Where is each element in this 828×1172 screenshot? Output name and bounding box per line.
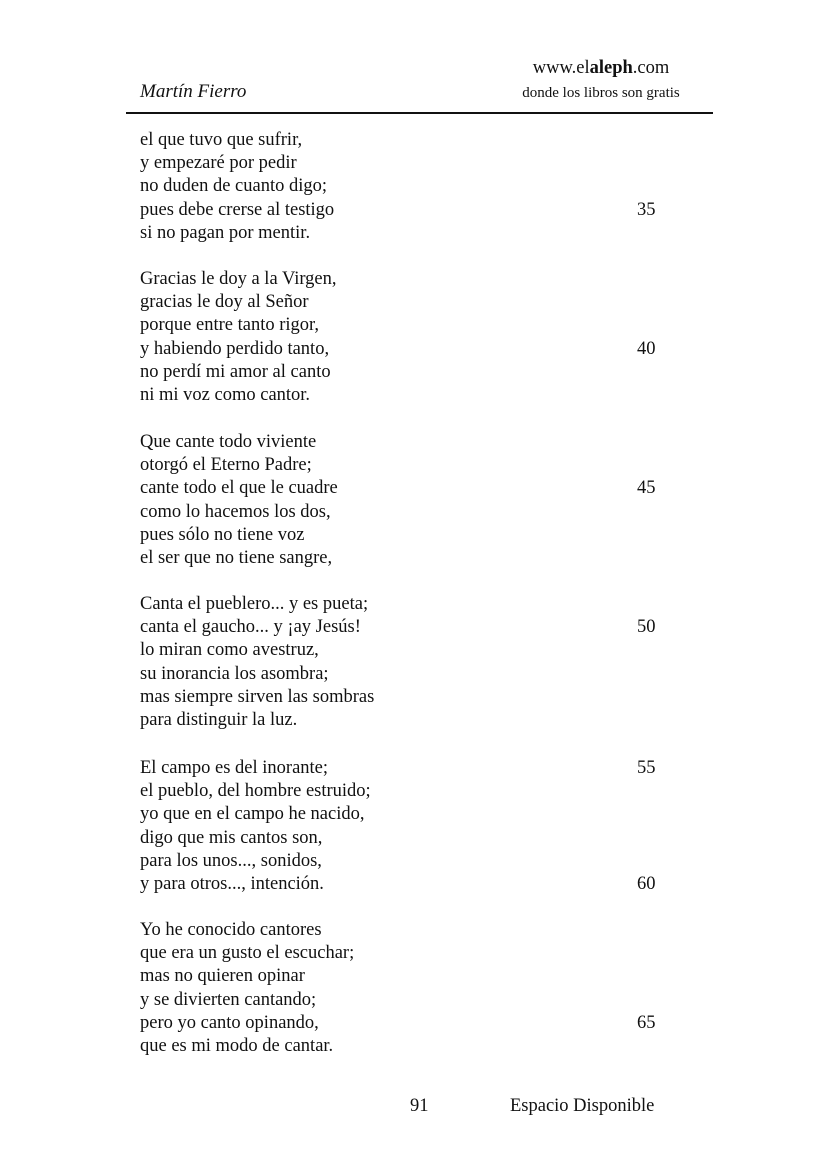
- verse-line: [140, 291, 680, 314]
- verse-line: [140, 1012, 680, 1035]
- verse-line: [140, 454, 680, 477]
- verse-text: su inorancia los asombra;: [140, 663, 329, 684]
- verse-text: Que cante todo viviente: [140, 432, 317, 452]
- verse-text: mas no quieren opinar: [140, 966, 305, 987]
- verse-text: gracias le doy al Señor: [140, 292, 309, 313]
- verse-text: yo que en el campo he nacido,: [140, 804, 365, 825]
- verse-text: lo miran como avestruz,: [140, 640, 319, 661]
- verse-line: [140, 803, 680, 826]
- site-header: [500, 57, 702, 103]
- verse-text: el ser que no tiene sangre,: [140, 547, 333, 568]
- verse-line: [140, 501, 680, 524]
- line-number: 50: [637, 617, 656, 638]
- stanza: [140, 757, 680, 896]
- verse-text: para distinguir la luz.: [140, 709, 298, 730]
- stanza: [140, 268, 680, 407]
- page-number: 91: [410, 1096, 429, 1116]
- verse-text: pero yo canto opinando,: [140, 1012, 319, 1033]
- verse-text: que es mi modo de cantar.: [140, 1035, 334, 1056]
- verse-line: [140, 850, 680, 873]
- verse-line: [140, 431, 680, 454]
- verse-line: [140, 757, 680, 780]
- verse-line: [140, 547, 680, 570]
- verse-line: [140, 384, 680, 407]
- verse-line: [140, 477, 680, 500]
- verse-text: Gracias le doy a la Virgen,: [140, 269, 337, 289]
- verse-line: [140, 593, 680, 616]
- verse-line: [140, 616, 680, 639]
- site-url-bold: aleph: [589, 58, 633, 78]
- verse-line: [140, 873, 680, 896]
- stanza: [140, 431, 680, 570]
- verse-line: [140, 780, 680, 803]
- verse-text: mas siempre sirven las sombras: [140, 686, 375, 707]
- verse-text: que era un gusto el escuchar;: [140, 943, 355, 964]
- verse-text: porque entre tanto rigor,: [140, 315, 320, 336]
- verse-line: [140, 338, 680, 361]
- verse-text: ni mi voz como cantor.: [140, 384, 311, 405]
- verse-line: [140, 129, 680, 152]
- footer-label: Espacio Disponible: [510, 1096, 655, 1116]
- verse-text: no duden de cuanto digo;: [140, 176, 328, 197]
- verse-line: [140, 199, 680, 222]
- verse-text: canta el gaucho... y ¡ay Jesús!: [140, 617, 361, 638]
- verse-line: [140, 175, 680, 198]
- verse-text: y se divierten cantando;: [140, 989, 317, 1010]
- stanza: [140, 593, 680, 732]
- verse-text: y empezaré por pedir: [140, 153, 297, 174]
- verse-text: pues debe crerse al testigo: [140, 199, 335, 220]
- verse-line: [140, 268, 680, 291]
- verse-line: [140, 709, 680, 732]
- site-url-suffix: .com: [632, 58, 670, 78]
- header-divider: [126, 112, 713, 114]
- line-number: 65: [637, 1012, 656, 1033]
- verse-text: digo que mis cantos son,: [140, 827, 323, 848]
- line-number: 35: [637, 199, 656, 220]
- line-number: 60: [637, 873, 656, 894]
- verse-line: [140, 524, 680, 547]
- verse-line: [140, 314, 680, 337]
- verse-text: el que tuvo que sufrir,: [140, 130, 303, 150]
- verse-line: [140, 152, 680, 175]
- verse-line: [140, 222, 680, 245]
- site-url[interactable]: [500, 57, 702, 79]
- book-title: Martín Fierro: [140, 81, 247, 102]
- stanza: [140, 129, 680, 245]
- verse-line: [140, 919, 680, 942]
- verse-text: y habiendo perdido tanto,: [140, 338, 330, 359]
- line-number: 45: [637, 478, 656, 499]
- verse-text: y para otros..., intención.: [140, 873, 324, 894]
- verse-line: [140, 989, 680, 1012]
- verse-text: El campo es del inorante;: [140, 758, 329, 778]
- site-url-prefix: www.el: [532, 58, 590, 78]
- site-tagline: donde los libros son gratis: [522, 85, 680, 101]
- verse-text: no perdí mi amor al canto: [140, 361, 331, 382]
- verse-text: para los unos..., sonidos,: [140, 850, 322, 871]
- verse-line: [140, 663, 680, 686]
- verse-line: [140, 686, 680, 709]
- verse-text: si no pagan por mentir.: [140, 222, 311, 243]
- verse-line: [140, 827, 680, 850]
- verse-text: Yo he conocido cantores: [140, 920, 322, 940]
- verse-line: [140, 361, 680, 384]
- stanza: [140, 919, 680, 1058]
- verse-line: [140, 1035, 680, 1058]
- verse-text: Canta el pueblero... y es pueta;: [140, 594, 369, 614]
- verse-text: el pueblo, del hombre estruido;: [140, 781, 371, 802]
- line-number: 40: [637, 338, 656, 359]
- verse-text: cante todo el que le cuadre: [140, 478, 338, 499]
- verse-text: otorgó el Eterno Padre;: [140, 455, 312, 476]
- verse-line: [140, 639, 680, 662]
- verse-text: como lo hacemos los dos,: [140, 501, 331, 522]
- verse-line: [140, 965, 680, 988]
- line-number: 55: [637, 758, 656, 778]
- verse-text: pues sólo no tiene voz: [140, 524, 305, 545]
- verse-line: [140, 942, 680, 965]
